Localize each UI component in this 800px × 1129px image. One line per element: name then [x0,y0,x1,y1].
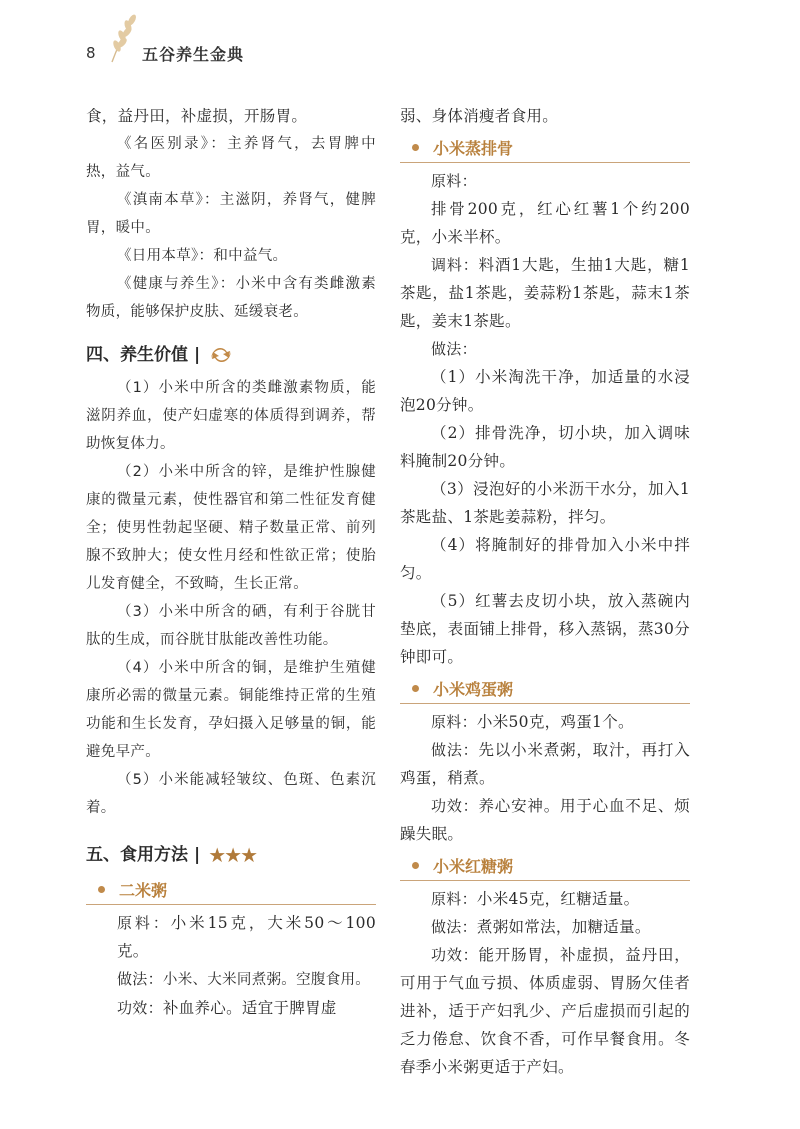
intro-text: 食，益丹田，补虚损，开肠胃。 [86,107,308,125]
method-text: 煮粥如常法，加糖适量。 [476,918,651,936]
ingredients-text: 小米50克，鸡蛋1个。 [476,713,634,731]
swirl-icon [208,345,234,365]
effect-label: 功效： [117,999,163,1017]
three-stars-icon: ★★★ [208,843,257,867]
effect-text: 养心安神。用于心血不足、烦躁失眠。 [400,797,691,843]
recipe-title-bar [400,673,690,704]
ingredients-label: 原料： [431,172,477,190]
step-4: （4）将腌制好的排骨加入小米中拌匀。 [400,536,690,582]
section-4-heading: 四、养生价值 | [86,340,376,370]
section-4-title: 四、养生价值 [86,345,188,365]
recipe-title-bar [400,132,690,163]
value-item-5: （5）小米能减轻皱纹、色斑、色素沉着。 [86,772,376,816]
ingredients-label: 原料： [431,890,477,908]
recipe-title-bar [400,850,690,881]
right-column [400,102,690,1081]
quote-3: 《日用本草》：和中益气。 [117,248,288,264]
recipe-title: 小米蒸排骨 [433,138,514,158]
value-item-3: （3）小米中所含的硒，有利于谷胱甘肽的生成，而谷胱甘肽能改善性功能。 [86,604,376,648]
method-text: 先以小米煮粥，取汁，再打入鸡蛋，稍煮。 [400,741,691,787]
section-5-heading: 五、食用方法 | ★★★ [86,840,376,870]
recipe-title: 小米红糖粥 [433,856,514,876]
value-item-2: （2）小米中所含的锌，是维护性腺健康的微量元素，使性器官和第二性征发育健全；使男性勃起坚硬、精子数量正常、前列腺不致肿大；使女性月经和性欲正常；使胎儿发育健全，不致畸，生长正常。 [86,464,376,592]
step-1: （1）小米淘洗干净，加适量的水浸泡20分钟。 [400,368,690,414]
ingredients-text: 小米45克，红糖适量。 [476,890,640,908]
recipe-title: 小米鸡蛋粥 [433,679,514,699]
method-label: 做法： [431,340,477,358]
method-label: 做法： [431,741,479,759]
effect-text: 补血养心。适宜于脾胃虚 [162,999,337,1017]
page-number: 8 [86,44,96,62]
bullet-dot-icon [98,886,105,893]
recipe-title: 二米粥 [119,880,168,900]
value-item-1: （1）小米中所含的类雌激素物质，能滋阴养血，使产妇虚寒的体质得到调养，帮助恢复体力。 [86,380,376,452]
effect-label: 功效： [431,797,479,815]
effect-text: 能开肠胃，补虚损，益丹田，可用于气血亏损、体质虚弱、胃肠欠佳者进补，适于产妇乳少、产后虚损而引起的乏力倦怠、饮食不香，可作早餐食用。冬春季小米粥更适于产妇。 [400,946,691,1076]
bullet-dot-icon [412,862,419,869]
seasoning-text: 料酒1大匙，生抽1大匙，糖1茶匙，盐1茶匙，姜蒜粉1茶匙，蒜末1茶匙，姜末1茶匙。 [400,256,690,330]
ingredients-text: 小米15克，大米50～100克。 [117,914,377,960]
ingredients-label: 原料： [431,713,477,731]
ingredients-text: 排骨200克，红心红薯1个约200克，小米半杯。 [400,200,690,246]
method-label: 做法： [431,918,477,936]
continuation-text: 弱、身体消瘦者食用。 [400,107,559,125]
value-item-4: （4）小米中所含的铜，是维护生殖健康所必需的微量元素。铜能维持正常的生殖功能和生长发育，孕妇摄入足够量的铜，能避免早产。 [86,660,376,760]
page-header [86,38,726,68]
quote-1: 《名医别录》：主养肾气，去胃脾中热，益气。 [86,136,376,180]
left-column [86,102,376,1022]
quote-4: 《健康与养生》：小米中含有类雌激素物质，能够保护皮肤、延缓衰老。 [86,276,376,320]
section-5-title: 五、食用方法 [86,845,188,865]
quote-2: 《滇南本草》：主滋阴，养肾气，健脾胃，暖中。 [86,192,376,236]
book-title: 五谷养生金典 [142,45,245,64]
step-2: （2）排骨洗净，切小块，加入调味料腌制20分钟。 [400,424,690,470]
ingredients-label: 原料： [117,914,171,932]
effect-label: 功效： [431,946,479,964]
method-label: 做法： [117,970,163,988]
bullet-dot-icon [412,144,419,151]
wheat-icon [104,12,140,64]
bullet-dot-icon [412,685,419,692]
step-5: （5）红薯去皮切小块，放入蒸碗内垫底，表面铺上排骨，移入蒸锅，蒸30分钟即可。 [400,592,690,666]
step-3: （3）浸泡好的小米沥干水分，加入1茶匙盐、1茶匙姜蒜粉，拌匀。 [400,480,690,526]
seasoning-label: 调料： [431,256,479,274]
method-text: 小米、大米同煮粥。空腹食用。 [162,972,371,988]
recipe-title-bar [86,874,376,905]
